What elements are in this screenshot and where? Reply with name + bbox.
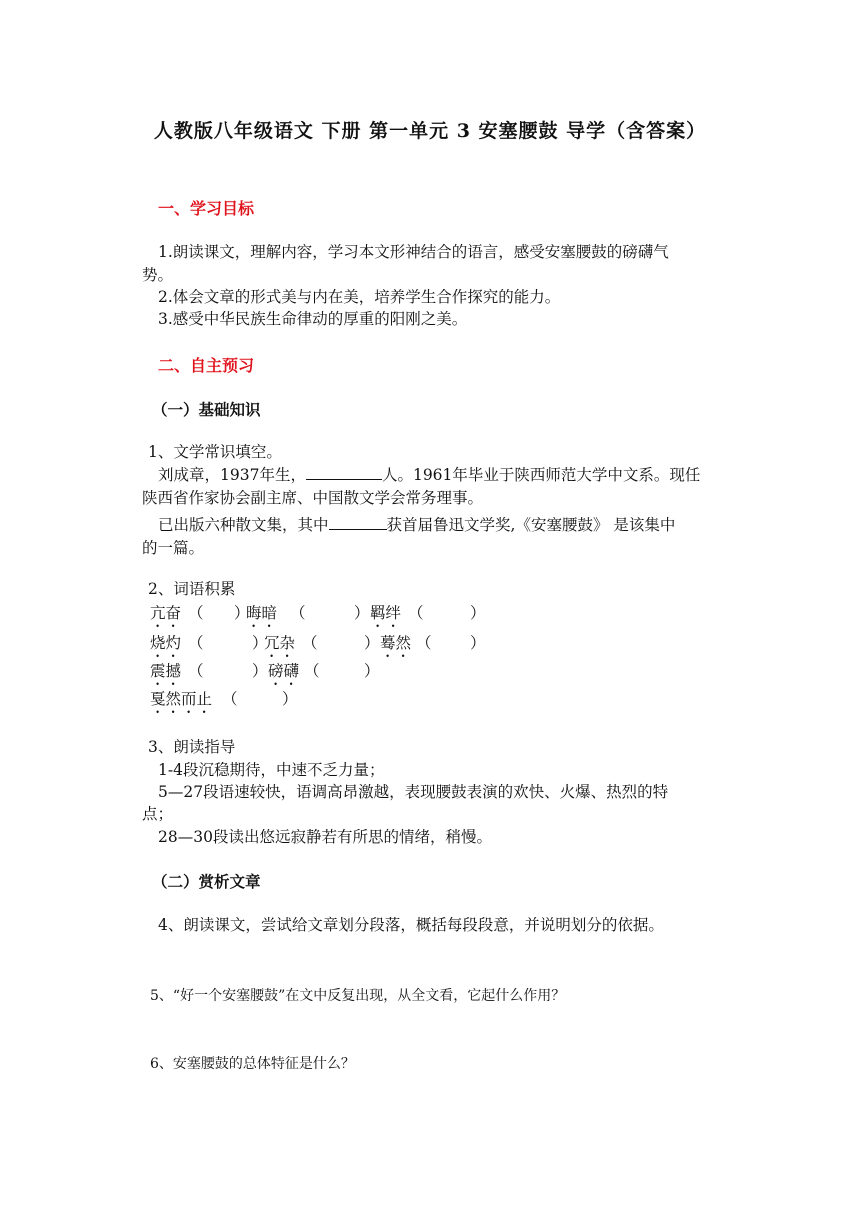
q1-title: 1、文学常识填空。 bbox=[148, 443, 282, 461]
q3-line1: 1-4段沉稳期待，中速不乏力量； bbox=[158, 761, 385, 779]
q3-line2: 5—27段语速较快，语调高昂激越，表现腰鼓表演的欢快、火爆、热烈的特 bbox=[158, 783, 669, 801]
vocab-row-4: 戛然而止 （ ） bbox=[150, 687, 490, 711]
q3-line3: 点； bbox=[142, 805, 174, 823]
q1-line1: 刘成章，1937年生， 人。1961年毕业于陕西师范大学中文系。现任 bbox=[158, 466, 701, 484]
q5-text: 5、“好一个安塞腰鼓”在文中反复出现，从全文看，它起什么作用？ bbox=[150, 988, 566, 1004]
vocab-row-2: 烧灼 （ ） 冗杂 （ ） 蓦然 （ ） bbox=[150, 631, 490, 655]
q3-line4: 28—30段读出悠远寂静若有所思的情绪，稍慢。 bbox=[158, 828, 492, 846]
section-heading-goals: 一、学习目标 bbox=[158, 199, 255, 218]
vocab-word: 磅礴 bbox=[268, 662, 300, 680]
q6-text: 6、安塞腰鼓的总体特征是什么？ bbox=[150, 1056, 355, 1072]
q1-line4: 的一篇。 bbox=[142, 539, 205, 557]
vocab-word: 蓦然 bbox=[380, 634, 412, 652]
q3-title: 3、朗读指导 bbox=[148, 738, 236, 756]
q1-line2: 陕西省作家协会副主席、中国散文学会常务理事。 bbox=[142, 489, 484, 507]
vocab-row-1: 亢奋 （ ） 晦暗 （ ） 羁绊 （ ） bbox=[150, 601, 490, 625]
vocab-word: 戛然而止 bbox=[150, 690, 213, 708]
vocab-word: 羁绊 bbox=[370, 604, 402, 622]
vocab-word: 冗杂 bbox=[264, 634, 296, 652]
vocab-word: 烧灼 bbox=[150, 634, 182, 652]
q2-title: 2、词语积累 bbox=[148, 580, 236, 598]
vocab-word: 震撼 bbox=[150, 662, 182, 680]
subheading-basic-knowledge: （一）基础知识 bbox=[152, 400, 261, 419]
fill-blank-2[interactable] bbox=[329, 515, 387, 530]
section-heading-preview: 二、自主预习 bbox=[158, 356, 255, 375]
goal-item-1: 1.朗读课文，理解内容，学习本文形神结合的语言，感受安塞腰鼓的磅礴气 bbox=[158, 243, 669, 261]
page-title: 人教版八年级语文 下册 第一单元 3 安塞腰鼓 导学（含答案） bbox=[153, 120, 707, 142]
goal-item-3: 3.感受中华民族生命律动的厚重的阳刚之美。 bbox=[158, 310, 468, 328]
subheading-appreciation: （二）赏析文章 bbox=[152, 872, 261, 891]
vocab-row-3: 震撼 （ ） 磅礴 （ ） bbox=[150, 659, 490, 683]
q1-line3: 已出版六种散文集，其中 获首届鲁迅文学奖,《安塞腰鼓》 是该集中 bbox=[158, 516, 676, 534]
vocab-word: 晦暗 bbox=[246, 604, 278, 622]
vocab-word: 亢奋 bbox=[150, 604, 182, 622]
q4-text: 4、朗读课文，尝试给文章划分段落，概括每段段意，并说明划分的依据。 bbox=[158, 916, 664, 934]
goal-item-2: 2.体会文章的形式美与内在美，培养学生合作探究的能力。 bbox=[158, 288, 561, 306]
goal-item-1-cont: 势。 bbox=[142, 266, 174, 284]
fill-blank-1[interactable] bbox=[306, 465, 382, 480]
